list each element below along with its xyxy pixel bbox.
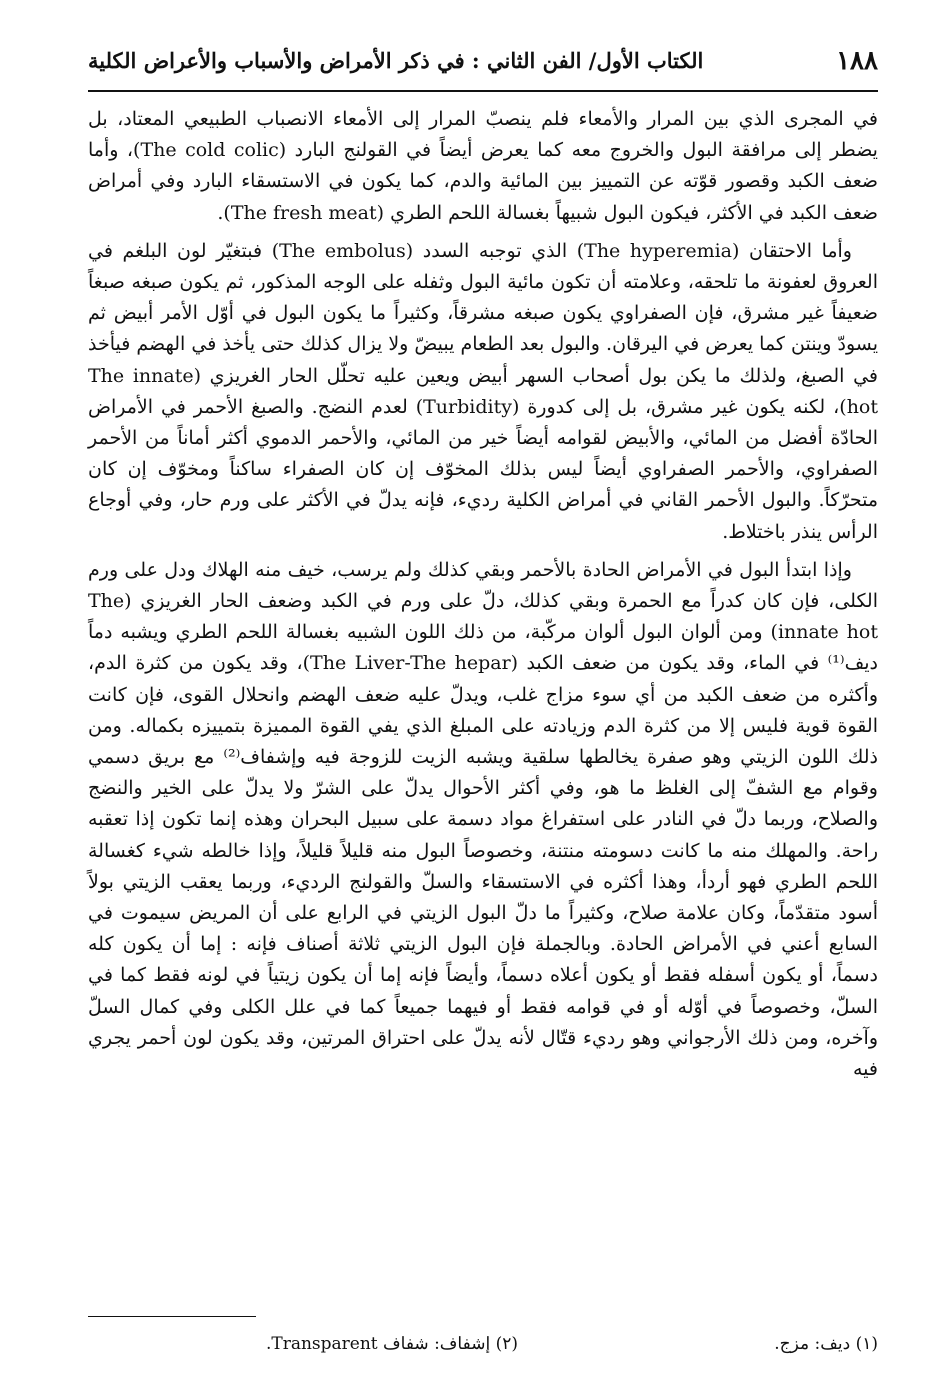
main-text (88, 104, 878, 1092)
book-page (88, 38, 879, 1354)
footnotes (88, 1334, 878, 1362)
running-title: الكتاب الأول/ الفن الثاني : في ذكر الأمراض والأسباب والأعراض الكلية (88, 48, 704, 73)
page-number: ١٨٨ (836, 46, 878, 76)
footnote-2: (٢) إشفاف: شفاف Transparent. (265, 1334, 518, 1354)
paragraph-2: وأما الاحتقان (The hyperemia) الذي توجبه السدد (The embolus) فبتغيّر لون البلغم في العروق لعفونة ما تلحقه، وعلامته أن تكون مائية البول وثفله على الوجه المذكور، ثم يكون صبغه صبغاً ضعيفاً غير مشرق، فإن الصفراوي يكون صبغه مشرقاً، وكثيراً ما يكون البول في أوّل الأمر أبيض ثم يسودّ وينتن كما يعرض في اليرقان. والبول بعد الطعام يبيضّ ولا يزال كذلك حتى يأخذ في الهضم فيأخذ في الصبغ، ولذلك ما يكن بول أصحاب السهر أبيض ويعين عليه تحلّل الحار الغريزي (The innate hot)، لكنه يكون غير مشرق، بل إلى كدورة (Turbidity) لعدم النضج. والصبغ الأحمر في الأمراض الحادّة أفضل من المائي، والأبيض لقوامه أيضاً خير من المائي، والأحمر الدموي أكثر أماناً من الأحمر الصفراوي، والأحمر الصفراوي أيضاً ليس بذلك المخوّف إن كان الصفراء ساكناً ومخوّف إن كان متحرّكاً. والبول الأحمر القاني في أمراض الكلية رديء، فإنه يدلّ في الأكثر على ورم حار، وفي أوجاع الرأس ينذر باختلاط. (88, 239, 879, 543)
footnote-rule (88, 1316, 256, 1317)
footnote-1: (١) ديف: مزج. (774, 1334, 878, 1354)
header-rule (88, 90, 878, 92)
paragraph-1: في المجرى الذي بين المرار والأمعاء فلم ينصبّ المرار إلى الأمعاء الانصباب الطبيعي المعتاد، بل يضطر إلى مرافقة البول والخروج معه كما يعرض أيضاً في القولنج البارد (The cold colic)، وأما ضعف الكبد وقصور قوّته عن التمييز بين المائية والدم، كما يكون في الاستسقاء البارد وفي أمراض ضعف الكبد في الأكثر، فيكون البول شبيهاً بغسالة اللحم الطري (The fresh meat). (88, 108, 878, 224)
page-header (88, 38, 878, 88)
paragraph-3: وإذا ابتدأ البول في الأمراض الحادة بالأحمر وبقي كذلك ولم يرسب، خيف منه الهلاك ودل على ورم الكلى، فإن كان كدراً مع الحمرة وبقي كذلك، دلّ على ورم في الكبد وضعف الحار الغريزي (The innate hot) ومن ألوان البول ألوان مركّبة، من ذلك اللون الشبيه بغسالة اللحم الطري ويشبه دماً ديف⁽¹⁾ في الماء، وقد يكون من ضعف الكبد (The Liver-The hepar)، وقد يكون من كثرة الدم، وأكثره من ضعف الكبد من أي سوء مزاج غلب، ويدلّ عليه ضعف الهضم وانحلال القوى، فإن كانت القوة قوية فليس إلا من كثرة الدم وزيادته على المبلغ الذي يفي القوة المميزة بتمييزه بكماله. ومن ذلك اللون الزيتي وهو صفرة يخالطها سلقية ويشبه الزيت للزوجة فيه وإشفاف⁽²⁾ مع بريق دسمي وقوام مع الشفّ إلى الغلظ ما هو، وفي أكثر الأحوال يدلّ على الشرّ ولا يدلّ على الخير والنضج والصلاح، وربما دلّ في النادر على استفراغ مواد دسمة على سبيل البحران وهذه إنما تكون إذا تعقبه راحة. والمهلك منه ما كانت دسومته منتنة، وخصوصاً البول منه قليلاً قليلاً، وإذا خالطه شيء كغسالة اللحم الطري فهو أردأ، وهذا أكثره في الاستسقاء والسلّ والقولنج الرديء، وربما يعقب الزيتي بولاً أسود متقدّماً، وكان علامة صلاح، وكثيراً ما دلّ البول الزيتي في الرابع على أن المريض سيموت في السابع أعني في الأمراض الحادة. وبالجملة فإن البول الزيتي ثلاثة أصناف فإنه : إما أن يكون كله دسماً، أو يكون أسفله فقط أو يكون أعلاه دسماً، وأيضاً فإنه إما أن يكون زيتياً في لونه فقط كما في السلّ، وخصوصاً في أوّله أو في قوامه فقط أو فيهما جميعاً كما في علل الكلى وفي كمال السلّ وآخره، ومن ذلك الأرجواني وهو رديء قتّال لأنه يدلّ على احتراق المرتين، وقد يكون لون أحمر يجري فيه (88, 558, 878, 1081)
